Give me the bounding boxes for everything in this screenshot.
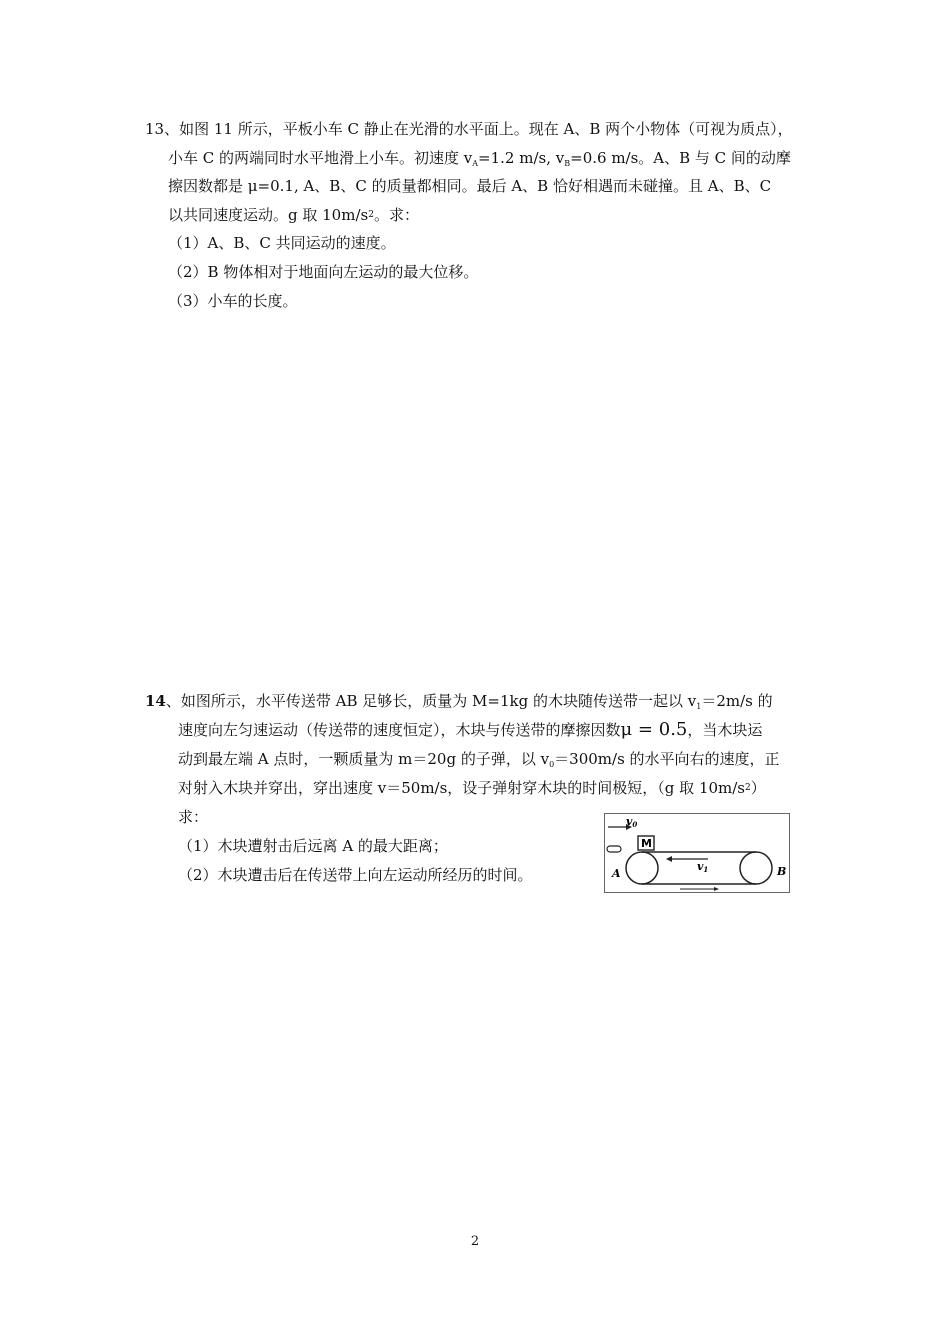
q13-part-2: （2）B 物体相对于地面向左运动的最大位移。 xyxy=(168,263,479,281)
q13-subscript-a: A xyxy=(472,159,479,168)
v1-label: v1 xyxy=(697,860,709,874)
q14-line-1 xyxy=(145,690,773,718)
q14-line-3-a: 动到最左端 A 点时，一颗质量为 m＝20g 的子弹，以 v xyxy=(178,750,550,768)
q14-line-5: 求： xyxy=(178,808,209,826)
q13-line-2-b: =1.2 m/s, v xyxy=(478,149,565,167)
q13-line-1: 13、如图 11 所示，平板小车 C 静止在光滑的水平面上。现在 A、B 两个小物体（可视为质点）， xyxy=(145,120,793,138)
q13-line-2-c: =0.6 m/s。A、B 与 C 间的动摩 xyxy=(570,149,791,167)
q14-line-2 xyxy=(178,719,762,741)
q14-line-4 xyxy=(178,777,766,799)
q14-line-4-b: ） xyxy=(750,779,766,797)
point-b-label: B xyxy=(777,865,787,878)
q13-line-4-a: 以共同速度运动。g 取 10m/s xyxy=(168,206,369,224)
q14-mu-formula: μ = 0.5 xyxy=(620,719,688,740)
q14-part-2: （2）木块遭击后在传送带上向左运动所经历的时间。 xyxy=(178,866,533,884)
conveyor-belt-figure xyxy=(604,813,790,893)
point-a-label: A xyxy=(612,867,621,880)
q14-line-3 xyxy=(178,748,780,776)
q13-line-2-a: 小车 C 的两端同时水平地滑上小车。初速度 v xyxy=(168,149,473,167)
q13-line-4 xyxy=(168,204,419,226)
q13-line-2 xyxy=(168,147,791,175)
bullet xyxy=(607,846,621,852)
q14-line-2-b: ，当木块运 xyxy=(687,721,763,739)
v0-label: v0 xyxy=(626,815,638,829)
q14-part-1: （1）木块遭射击后远离 A 的最大距离； xyxy=(178,837,448,855)
q14-subscript-1: 1 xyxy=(696,702,702,711)
q14-line-2-a: 速度向左匀速运动（传送带的速度恒定），木块与传送带的摩擦因数 xyxy=(178,721,621,739)
q14-subscript-0: 0 xyxy=(549,760,555,769)
q14-line-1-a: 、如图所示，水平传送带 AB 足够长，质量为 M=1kg 的木块随传送带一起以 v xyxy=(165,692,697,710)
page-number: 2 xyxy=(470,1234,480,1249)
q13-part-3: （3）小车的长度。 xyxy=(168,292,298,310)
q14-line-1-b: ＝2m/s 的 xyxy=(701,692,773,710)
q13-superscript: 2 xyxy=(368,210,374,220)
right-pulley xyxy=(740,852,772,884)
q13-subscript-b: B xyxy=(564,159,571,168)
q14-number: 14 xyxy=(145,692,166,710)
q13-part-1: （1）A、B、C 共同运动的速度。 xyxy=(168,234,396,252)
q13-line-3: 擦因数都是 μ=0.1, A、B、C 的质量都相同。最后 A、B 恰好相遇而未碰撞。且 A、B、C xyxy=(168,177,772,195)
q14-line-4-a: 对射入木块并穿出，穿出速度 v＝50m/s，设子弹射穿木块的时间极短，（g 取 10m/s xyxy=(178,779,746,797)
q14-line-3-b: ＝300m/s 的水平向右的速度，正 xyxy=(554,750,780,768)
block-m-label: M xyxy=(641,837,652,850)
left-pulley xyxy=(626,852,658,884)
q13-line-4-b: 。求： xyxy=(373,206,419,224)
q14-superscript: 2 xyxy=(745,783,751,793)
